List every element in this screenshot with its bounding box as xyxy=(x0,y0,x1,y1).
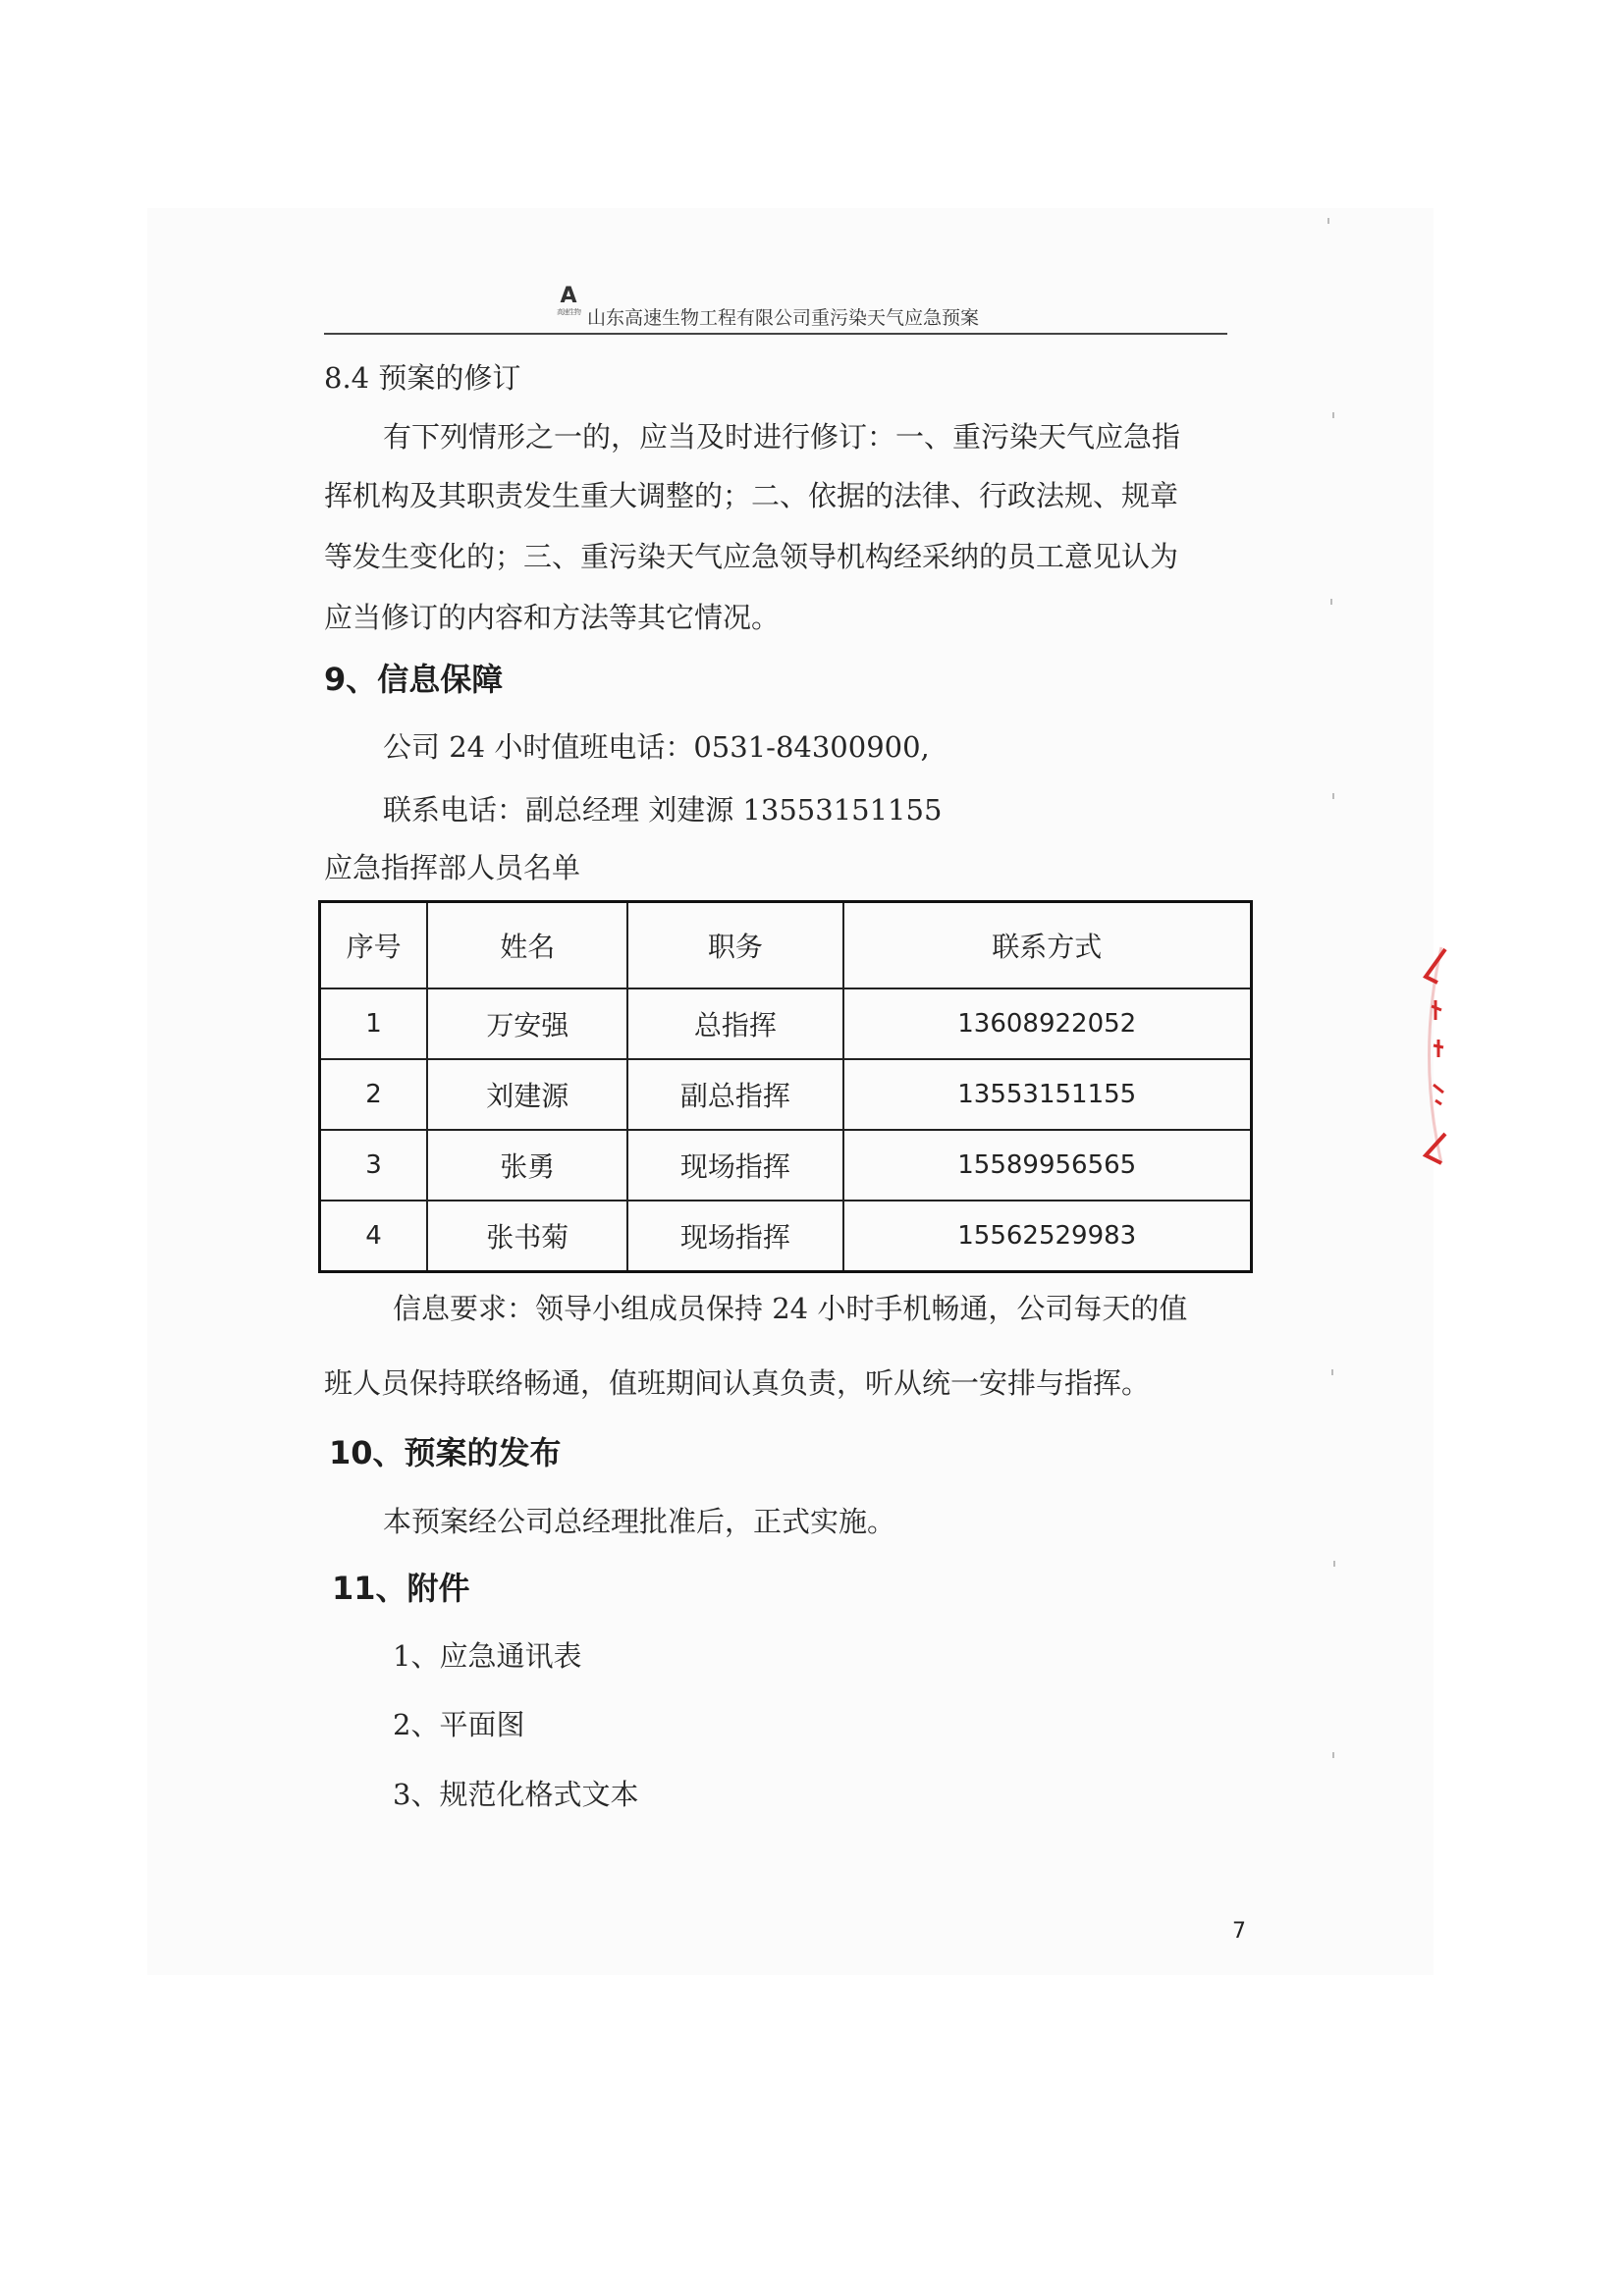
paragraph-line: 挥机构及其职责发生重大调整的；二、依据的法律、行政法规、规章 xyxy=(324,479,1179,512)
page-number: 7 xyxy=(1232,1919,1246,1944)
attachment-item: 3、规范化格式文本 xyxy=(393,1778,639,1811)
cell-contact: 15562529983 xyxy=(843,1201,1252,1272)
cell-position: 副总指挥 xyxy=(627,1059,842,1130)
duty-phone: 公司 24 小时值班电话：0531-84300900, xyxy=(383,730,930,764)
paragraph-line: 等发生变化的；三、重污染天气应急领导机构经采纳的员工意见认为 xyxy=(324,540,1179,573)
scan-speck xyxy=(1327,218,1329,224)
cell-index: 2 xyxy=(320,1059,428,1130)
scan-speck xyxy=(1333,1561,1335,1567)
cell-index: 4 xyxy=(320,1201,428,1272)
scan-speck xyxy=(1332,412,1334,418)
stamp-stroke xyxy=(1434,1085,1443,1104)
header-title: 山东高速生物工程有限公司重污染天气应急预案 xyxy=(587,307,980,329)
attachment-item: 1、应急通讯表 xyxy=(393,1639,582,1673)
section-10-text: 本预案经公司总经理批准后，正式实施。 xyxy=(383,1505,896,1538)
staff-list-title: 应急指挥部人员名单 xyxy=(324,851,581,884)
section-10-heading: 10、预案的发布 xyxy=(329,1434,562,1471)
column-header-position: 职务 xyxy=(627,902,842,989)
cell-index: 3 xyxy=(320,1130,428,1201)
stamp-stroke xyxy=(1434,1040,1443,1057)
section-8-4-heading: 8.4 预案的修订 xyxy=(324,361,521,395)
column-header-index: 序号 xyxy=(320,902,428,989)
cell-index: 1 xyxy=(320,988,428,1059)
section-11-heading: 11、附件 xyxy=(332,1570,470,1607)
cell-name: 张书菊 xyxy=(427,1201,627,1272)
cell-contact: 13608922052 xyxy=(843,988,1252,1059)
paragraph-line: 有下列情形之一的，应当及时进行修订：一、重污染天气应急指 xyxy=(383,420,1181,454)
table-row xyxy=(320,1201,1252,1272)
column-header-contact: 联系方式 xyxy=(843,902,1252,989)
cell-name: 张勇 xyxy=(427,1130,627,1201)
cell-position: 现场指挥 xyxy=(627,1130,842,1201)
logo-mark: A xyxy=(560,284,577,308)
page-header xyxy=(324,278,1227,335)
column-header-name: 姓名 xyxy=(427,902,627,989)
cell-name: 万安强 xyxy=(427,988,627,1059)
info-requirement-line: 班人员保持联络畅通，值班期间认真负责，听从统一安排与指挥。 xyxy=(324,1366,1151,1400)
table-row xyxy=(320,1059,1252,1130)
table-header-row xyxy=(320,902,1252,989)
section-9-heading: 9、信息保障 xyxy=(324,661,504,698)
cell-contact: 13553151155 xyxy=(843,1059,1252,1130)
scan-speck xyxy=(1332,1752,1334,1758)
company-logo xyxy=(555,286,582,325)
emergency-staff-table xyxy=(318,900,1253,1273)
scan-speck xyxy=(1331,1369,1333,1375)
table-row xyxy=(320,1130,1252,1201)
attachment-item: 2、平面图 xyxy=(393,1708,525,1741)
cell-position: 现场指挥 xyxy=(627,1201,842,1272)
info-requirement-line: 信息要求：领导小组成员保持 24 小时手机畅通，公司每天的值 xyxy=(393,1292,1188,1325)
cell-position: 总指挥 xyxy=(627,988,842,1059)
cell-name: 刘建源 xyxy=(427,1059,627,1130)
contact-phone: 联系电话：副总经理 刘建源 13553151155 xyxy=(383,793,943,827)
table-row xyxy=(320,988,1252,1059)
red-seal-stamp xyxy=(1412,937,1451,1173)
logo-subtext: 高速生物 xyxy=(557,308,580,316)
cell-contact: 15589956565 xyxy=(843,1130,1252,1201)
scan-speck xyxy=(1332,793,1334,799)
paragraph-line: 应当修订的内容和方法等其它情况。 xyxy=(324,601,781,634)
scan-speck xyxy=(1330,599,1332,605)
